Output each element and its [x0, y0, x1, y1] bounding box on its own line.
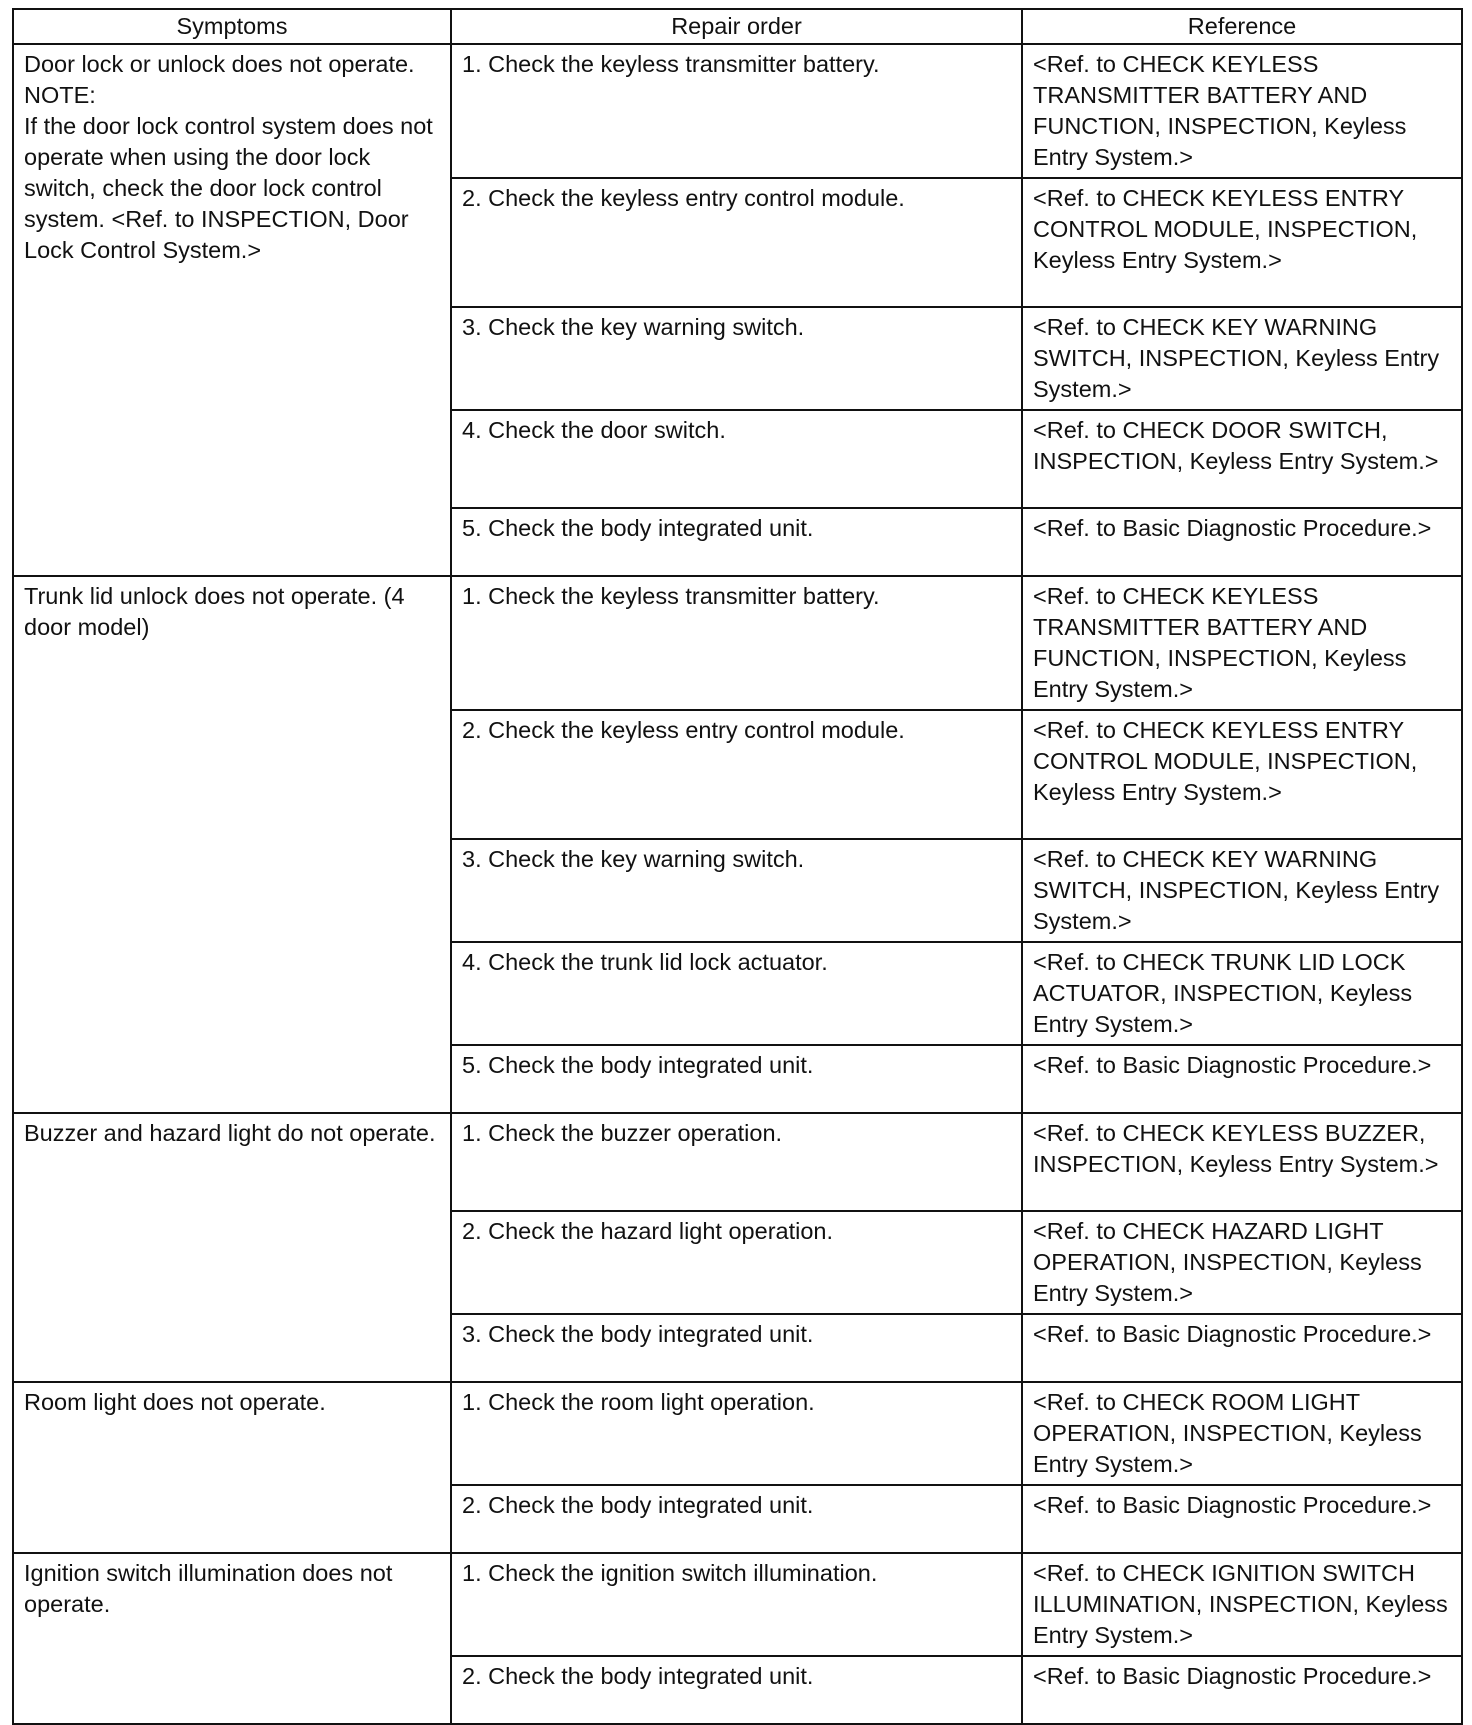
reference-cell: <Ref. to CHECK IGNITION SWITCH ILLUMINATION, INSPECTION, Keyless Entry System.> [1022, 1553, 1462, 1656]
repair-step-cell: 2. Check the body integrated unit. [451, 1656, 1022, 1724]
repair-step-cell: 1. Check the buzzer operation. [451, 1113, 1022, 1211]
reference-cell: <Ref. to CHECK KEYLESS TRANSMITTER BATTERY AND FUNCTION, INSPECTION, Keyless Entry System.> [1022, 44, 1462, 178]
repair-step-cell: 4. Check the trunk lid lock actuator. [451, 942, 1022, 1045]
reference-cell: <Ref. to CHECK KEY WARNING SWITCH, INSPECTION, Keyless Entry System.> [1022, 307, 1462, 410]
repair-step-cell: 2. Check the keyless entry control module. [451, 178, 1022, 307]
repair-step-cell: 1. Check the ignition switch illumination. [451, 1553, 1022, 1656]
symptom-text: Door lock or unlock does not operate. [24, 51, 415, 77]
reference-cell: <Ref. to Basic Diagnostic Procedure.> [1022, 508, 1462, 576]
reference-cell: <Ref. to CHECK DOOR SWITCH, INSPECTION, Keyless Entry System.> [1022, 410, 1462, 508]
reference-cell: <Ref. to CHECK KEYLESS ENTRY CONTROL MODULE, INSPECTION, Keyless Entry System.> [1022, 178, 1462, 307]
symptom-text: Ignition switch illumination does not operate. [24, 1560, 393, 1617]
symptom-text: Room light does not operate. [24, 1389, 326, 1415]
repair-step-cell: 1. Check the keyless transmitter battery. [451, 576, 1022, 710]
symptom-text: Trunk lid unlock does not operate. (4 door model) [24, 583, 405, 640]
table-row [13, 1553, 1462, 1656]
reference-cell: <Ref. to CHECK ROOM LIGHT OPERATION, INSPECTION, Keyless Entry System.> [1022, 1382, 1462, 1485]
reference-cell: <Ref. to Basic Diagnostic Procedure.> [1022, 1485, 1462, 1553]
header-reference: Reference [1022, 9, 1462, 44]
table-header-row [13, 9, 1462, 44]
reference-cell: <Ref. to Basic Diagnostic Procedure.> [1022, 1314, 1462, 1382]
keyless-entry-symptom-table [12, 8, 1463, 1725]
table-row [13, 1382, 1462, 1485]
table-row [13, 44, 1462, 178]
repair-step-cell: 2. Check the hazard light operation. [451, 1211, 1022, 1314]
reference-cell: <Ref. to Basic Diagnostic Procedure.> [1022, 1656, 1462, 1724]
reference-cell: <Ref. to Basic Diagnostic Procedure.> [1022, 1045, 1462, 1113]
header-symptoms: Symptoms [13, 9, 451, 44]
symptom-text: If the door lock control system does not operate when using the door lock switch, check the door lock control system. <Ref. to INSPECTION, Door Lock Control System.> [24, 113, 433, 263]
repair-step-cell: 3. Check the body integrated unit. [451, 1314, 1022, 1382]
table-row [13, 576, 1462, 710]
repair-step-cell: 2. Check the body integrated unit. [451, 1485, 1022, 1553]
repair-step-cell: 1. Check the keyless transmitter battery. [451, 44, 1022, 178]
symptom-text: Buzzer and hazard light do not operate. [24, 1120, 436, 1146]
repair-step-cell: 3. Check the key warning switch. [451, 307, 1022, 410]
reference-cell: <Ref. to CHECK KEYLESS TRANSMITTER BATTERY AND FUNCTION, INSPECTION, Keyless Entry System.> [1022, 576, 1462, 710]
repair-step-cell: 4. Check the door switch. [451, 410, 1022, 508]
reference-cell: <Ref. to CHECK KEY WARNING SWITCH, INSPECTION, Keyless Entry System.> [1022, 839, 1462, 942]
repair-step-cell: 3. Check the key warning switch. [451, 839, 1022, 942]
header-repair-order: Repair order [451, 9, 1022, 44]
symptom-cell [13, 1382, 451, 1553]
symptom-text: NOTE: [24, 82, 96, 108]
repair-step-cell: 1. Check the room light operation. [451, 1382, 1022, 1485]
symptom-cell [13, 1113, 451, 1382]
reference-cell: <Ref. to CHECK KEYLESS BUZZER, INSPECTION, Keyless Entry System.> [1022, 1113, 1462, 1211]
repair-step-cell: 5. Check the body integrated unit. [451, 1045, 1022, 1113]
symptom-cell [13, 576, 451, 1113]
reference-cell: <Ref. to CHECK TRUNK LID LOCK ACTUATOR, INSPECTION, Keyless Entry System.> [1022, 942, 1462, 1045]
table-body [13, 44, 1462, 1724]
repair-step-cell: 2. Check the keyless entry control module. [451, 710, 1022, 839]
symptom-cell [13, 1553, 451, 1724]
reference-cell: <Ref. to CHECK KEYLESS ENTRY CONTROL MODULE, INSPECTION, Keyless Entry System.> [1022, 710, 1462, 839]
repair-step-cell: 5. Check the body integrated unit. [451, 508, 1022, 576]
symptom-cell [13, 44, 451, 576]
table-row [13, 1113, 1462, 1211]
reference-cell: <Ref. to CHECK HAZARD LIGHT OPERATION, INSPECTION, Keyless Entry System.> [1022, 1211, 1462, 1314]
